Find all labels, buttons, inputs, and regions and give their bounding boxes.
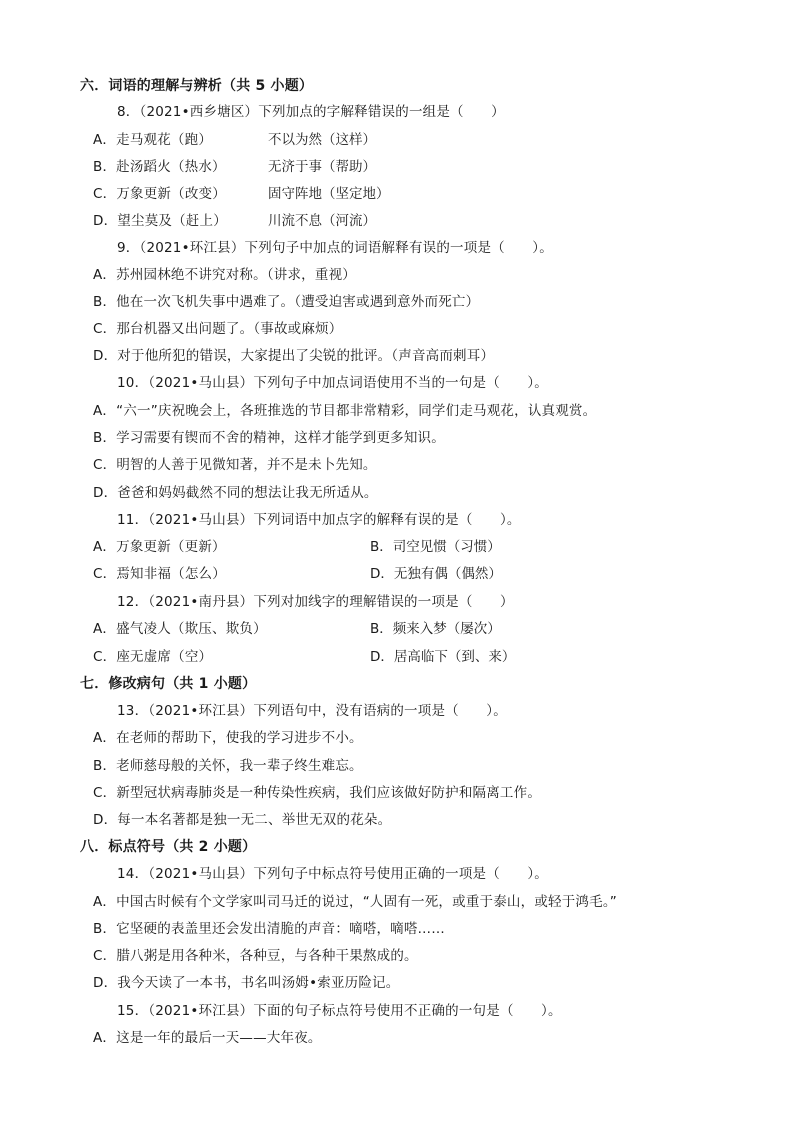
question-14-option-d: D．我今天读了一本书，书名叫汤姆•索亚历险记。	[93, 975, 400, 991]
question-10-option-b: B．学习需要有锲而不舍的精神，这样才能学到更多知识。	[93, 430, 445, 446]
section-title-7: 七．修改病句（共 1 小题）	[80, 676, 257, 692]
question-9-stem: 9．（2021•环江县）下列句子中加点的词语解释有误的一项是（ ）。	[117, 240, 553, 256]
question-12-option-d: D．居高临下（到、来）	[370, 649, 516, 665]
question-8-option-b2: 无济于事（帮助）	[268, 159, 376, 175]
section-title-6: 六．词语的理解与辨析（共 5 小题）	[80, 78, 314, 94]
question-14-stem: 14．（2021•马山县）下列句子中标点符号使用正确的一项是（ ）。	[117, 866, 548, 882]
question-8-option-a2: 不以为然（这样）	[268, 132, 376, 148]
question-11-option-d: D．无独有偶（偶然）	[370, 566, 502, 582]
question-13-option-b: B．老师慈母般的关怀，我一辈子终生难忘。	[93, 758, 363, 774]
question-8-option-c: C．万象更新（改变）	[93, 186, 226, 202]
question-9-option-d: D．对于他所犯的错误，大家提出了尖锐的批评。（声音高而刺耳）	[93, 348, 495, 364]
question-8-option-c2: 固守阵地（坚定地）	[268, 186, 390, 202]
question-8-option-b: B．赴汤蹈火（热水）	[93, 159, 226, 175]
question-8-option-d: D．望尘莫及（赶上）	[93, 213, 227, 229]
question-14-option-a: A．中国古时候有个文学家叫司马迁的说过，“人固有一死，或重于泰山，或轻于鸿毛。”	[93, 894, 617, 910]
question-15-option-a: A．这是一年的最后一天——大年夜。	[93, 1030, 322, 1046]
question-10-stem: 10．（2021•马山县）下列句子中加点词语使用不当的一句是（ ）。	[117, 375, 548, 391]
question-12-stem: 12．（2021•南丹县）下列对加线字的理解错误的一项是（ ）	[117, 594, 514, 610]
question-11-option-a: A．万象更新（更新）	[93, 539, 226, 555]
question-12-option-b: B．频来入梦（屡次）	[370, 621, 501, 637]
question-11-option-b: B．司空见惯（习惯）	[370, 539, 501, 555]
question-8-stem: 8．（2021•西乡塘区）下列加点的字解释错误的一组是（ ）	[117, 104, 505, 120]
question-13-option-c: C．新型冠状病毒肺炎是一种传染性疾病，我们应该做好防护和隔离工作。	[93, 785, 542, 801]
question-9-option-c: C．那台机器又出问题了。（事故或麻烦）	[93, 321, 343, 337]
question-12-option-a: A．盛气凌人（欺压、欺负）	[93, 621, 267, 637]
question-10-option-a: A．“六一”庆祝晚会上，各班推选的节目都非常精彩，同学们走马观花，认真观赏。	[93, 403, 597, 419]
question-8-option-a: A．走马观花（跑）	[93, 132, 213, 148]
question-10-option-c: C．明智的人善于见微知著，并不是未卜先知。	[93, 457, 377, 473]
question-11-option-c: C．焉知非福（怎么）	[93, 566, 226, 582]
question-12-option-c: C．座无虚席（空）	[93, 649, 213, 665]
section-title-8: 八．标点符号（共 2 小题）	[80, 839, 257, 855]
question-13-option-a: A．在老师的帮助下，使我的学习进步不小。	[93, 730, 363, 746]
question-13-stem: 13．（2021•环江县）下列语句中，没有语病的一项是（ ）。	[117, 703, 507, 719]
question-11-stem: 11．（2021•马山县）下列词语中加点字的解释有误的是（ ）。	[117, 512, 521, 528]
question-13-option-d: D．每一本名著都是独一无二、举世无双的花朵。	[93, 812, 392, 828]
question-9-option-b: B．他在一次飞机失事中遇难了。（遭受迫害或遇到意外而死亡）	[93, 294, 480, 310]
question-10-option-d: D．爸爸和妈妈截然不同的想法让我无所适从。	[93, 485, 378, 501]
question-8-option-d2: 川流不息（河流）	[268, 213, 376, 229]
question-15-stem: 15．（2021•环江县）下面的句子标点符号使用不正确的一句是（ ）。	[117, 1003, 562, 1019]
question-14-option-b: B．它坚硬的表盖里还会发出清脆的声音：嘀嗒，嘀嗒……	[93, 921, 445, 937]
question-14-option-c: C．腊八粥是用各种米，各种豆，与各种干果熬成的。	[93, 948, 418, 964]
question-9-option-a: A．苏州园林绝不讲究对称。（讲求，重视）	[93, 267, 356, 283]
